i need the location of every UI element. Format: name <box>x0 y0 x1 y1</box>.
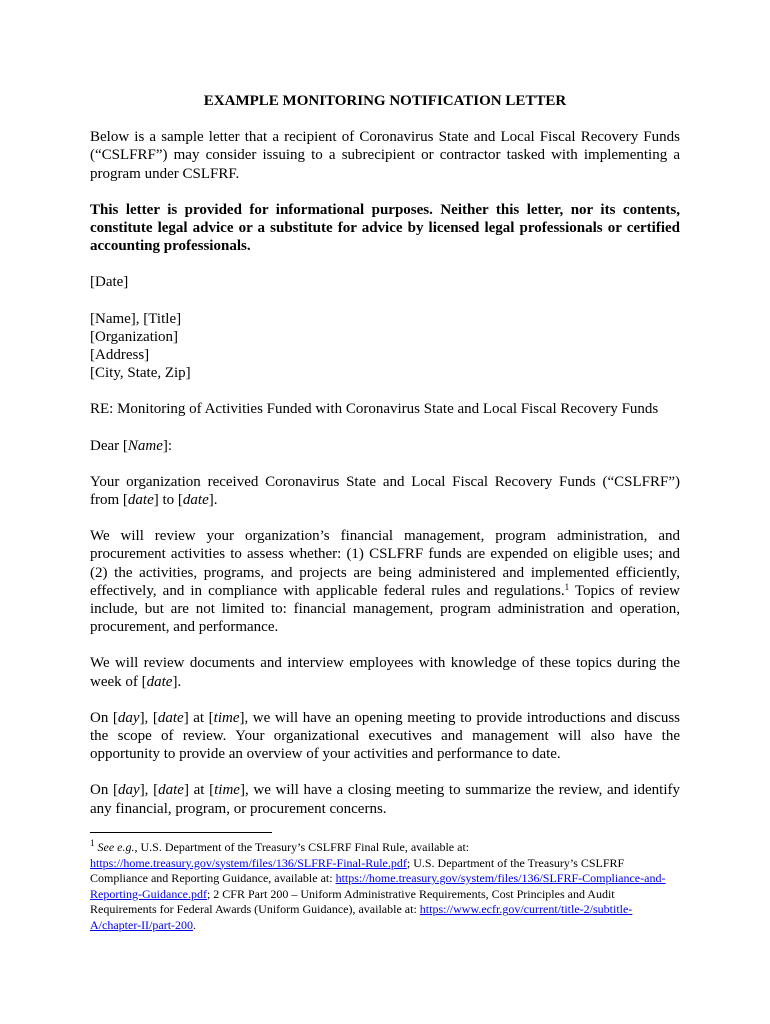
document-title: EXAMPLE MONITORING NOTIFICATION LETTER <box>203 93 567 109</box>
address-street: [Address] <box>90 347 150 364</box>
address-name-title: [Name], [Title] <box>90 310 182 327</box>
day-placeholder: day <box>118 782 140 799</box>
funds-received-paragraph: Your organization received Coronavirus State and Local Fiscal Recovery Funds (“CSLFRF”) from [date] to [date]. <box>90 473 680 509</box>
day-placeholder: day <box>117 709 140 726</box>
time-placeholder: time <box>213 709 240 726</box>
letter-body <box>90 92 680 836</box>
date-placeholder-week: date <box>146 673 173 690</box>
documents-review-paragraph: We will review documents and interview employees with knowledge of these topics during the week of [date]. <box>90 655 680 690</box>
name-placeholder: Name <box>127 437 163 454</box>
intro-paragraph: Below is a sample letter that a recipient of Coronavirus State and Local Fiscal Recovery Funds (“CSLFRF”) may consider issuing to a subrecipient or contractor tasked with implementing a program under CSLFRF. <box>90 129 680 182</box>
opening-meeting-paragraph: On [day], [date] at [time], we will have an opening meeting to provide introductions and discuss the scope of review. Your organizational executives and management will also have the opportunity to provide an overview of your activities and performance to date. <box>90 709 680 763</box>
review-scope-paragraph: We will review your organization’s financial management, program administration, and procurement activities to assess whether: (1) CSLFRF funds are expended on eligible uses; and (2) the activities, programs, and projects are being administered and implemented efficiently, effectively, and in compliance with applicable federal rules and regulations.$^1$ Topics of review include, but are not limited to: financial management, program administration and operation, procurement, and performance. <box>90 528 681 636</box>
footnote-reference: 1 <box>564 581 570 592</box>
date-placeholder-end: date <box>182 492 209 509</box>
compliance-guidance-link[interactable]: https://home.treasury.gov/system/files/136/SLFRF-Compliance-and-Reporting-Guidance.pdf <box>90 871 666 901</box>
footnote-number: 1 <box>90 838 95 848</box>
salutation: Dear [Name]: <box>90 437 173 454</box>
date-placeholder: date <box>157 709 184 726</box>
address-city-state-zip: [City, State, Zip] <box>90 365 191 382</box>
date-placeholder-start: date <box>127 492 154 509</box>
see-eg: See e.g. <box>97 840 135 854</box>
time-placeholder: time <box>214 782 240 799</box>
address-organization: [Organization] <box>90 328 179 345</box>
footnote: $^1$ See e.g., U.S. Department of the Treasury’s CSLFRF Final Rule, available at: https://home.treasury.gov/system/files/136/SLFRF-Final-Rule.pdf; U.S. Department of the Treasury’s CSLFRF Compliance and Reporting Guidance, available at: https://home.treasury.gov/system/files/136/SLFRF-Compliance-and-Reporting-Guidance.pdf; 2 CFR Part 200 – Uniform Administrative Requirements, Cost Principles and Audit Requirements for Federal Awards (Uniform Guidance), available at: https://www.ecfr.gov/current/title-2/subtitle-A/chapter-II/part-200. <box>90 838 666 932</box>
closing-meeting-paragraph: On [day], [date] at [time], we will have a closing meeting to summarize the review, and identify any financial, program, or procurement concerns. <box>90 782 680 817</box>
date-placeholder: [Date] <box>90 274 129 291</box>
ecfr-link[interactable]: https://www.ecfr.gov/current/title-2/subtitle-A/chapter-II/part-200 <box>90 902 633 932</box>
final-rule-link[interactable]: https://home.treasury.gov/system/files/136/SLFRF-Final-Rule.pdf <box>90 855 407 870</box>
recipient-address <box>90 310 680 383</box>
date-placeholder: date <box>158 782 184 799</box>
re-line: RE: Monitoring of Activities Funded with Coronavirus State and Local Fiscal Recovery Funds <box>90 401 659 418</box>
disclaimer-paragraph: This letter is provided for informational purposes. Neither this letter, nor its contents, constitute legal advice or a substitute for advice by licensed legal professionals or certified accounting professionals. <box>90 201 680 255</box>
footnote-separator <box>90 832 272 833</box>
